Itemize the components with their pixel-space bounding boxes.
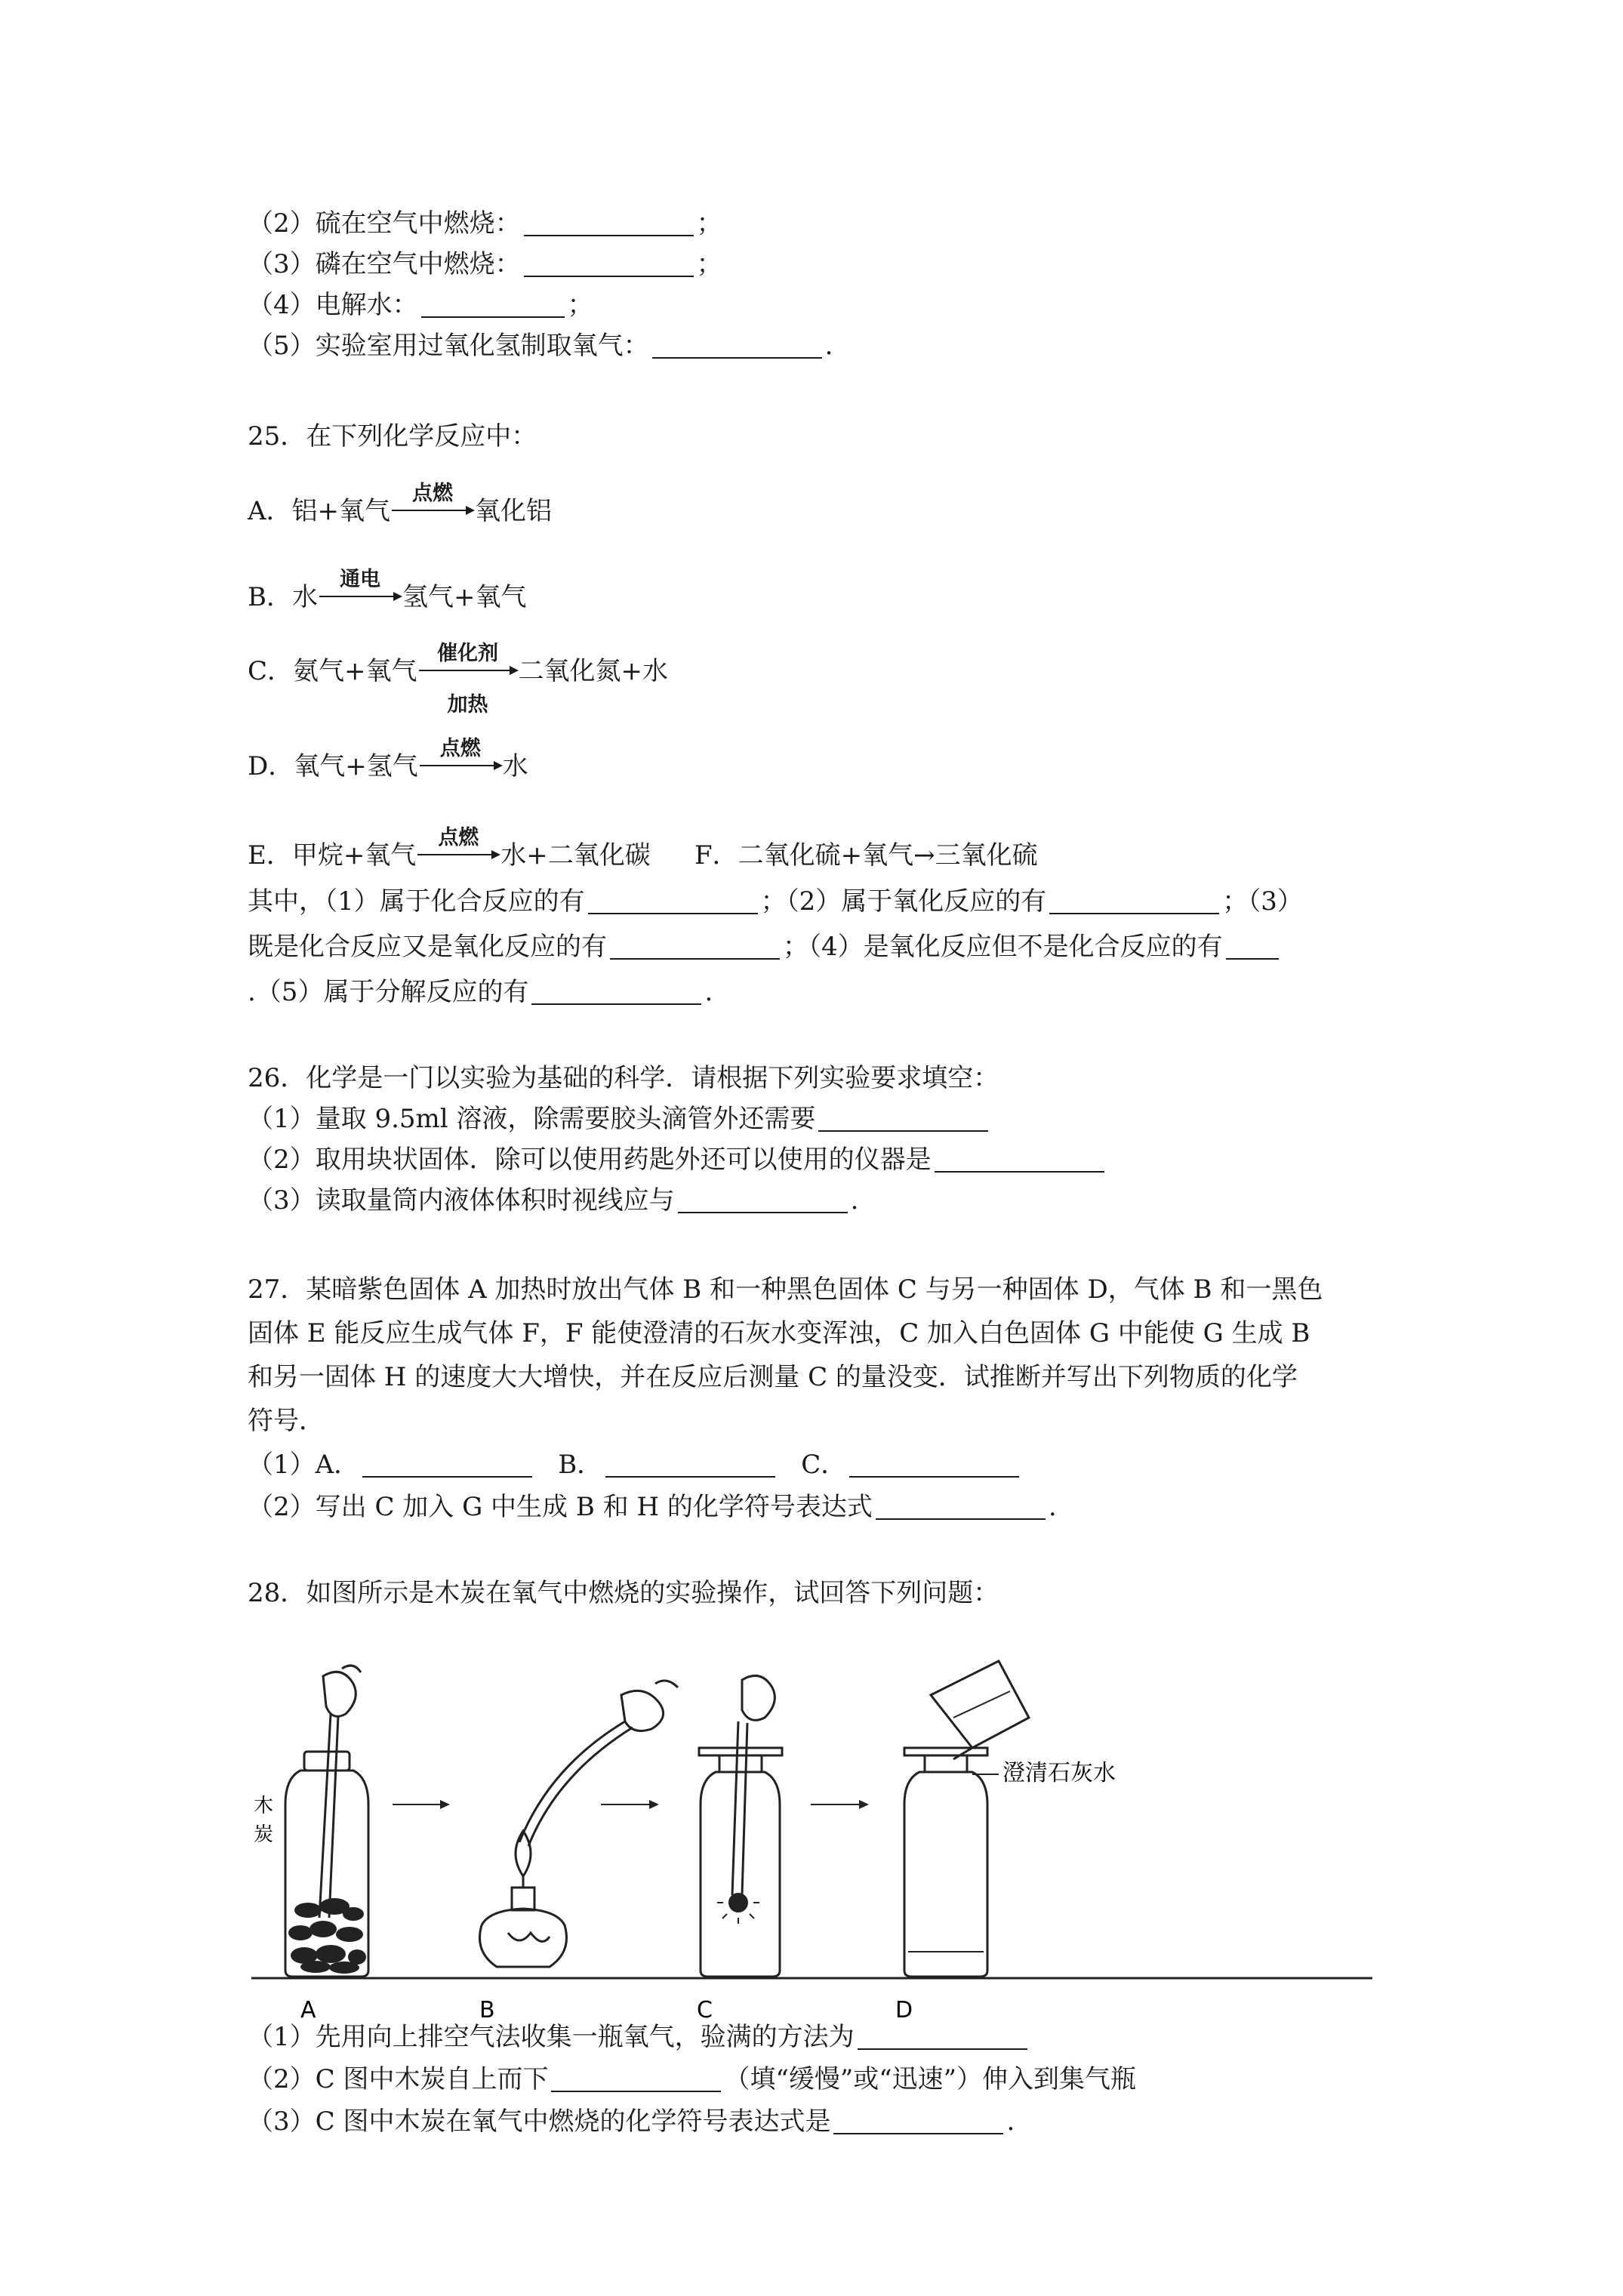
q28-item1: （1）先用向上排空气法收集一瓶氧气，验满的方法为: [248, 2019, 1030, 2055]
alcohol-lamp: [480, 1831, 567, 1967]
answer-blank[interactable]: [1226, 931, 1279, 960]
answer-blank[interactable]: [935, 1144, 1104, 1173]
q25-answer-line1: 其中，（1）属于化合反应的有 ；（2）属于氧化反应的有 ；（3）: [248, 886, 1303, 917]
arrow-b-c: [601, 1800, 659, 1809]
experiment-figure: [248, 1653, 1380, 2031]
answer-blank[interactable]: [678, 1185, 848, 1213]
answer-blank[interactable]: [652, 330, 822, 359]
q27-line2: 固体 E 能反应生成气体 F，F 能使澄清的石灰水变浑浊，C 加入白色固体 G 中能使 G 生成 B: [248, 1318, 1310, 1348]
q28-item3: （3）C 图中木炭在氧气中燃烧的化学符号表达式是 .: [248, 2106, 1015, 2137]
q24-item4: （4）电解水： ；: [248, 290, 593, 320]
figure-label-b: B: [479, 1997, 495, 2023]
tongs-a: [319, 1666, 361, 1918]
reaction-F: F．二氧化硫+氧气→三氧化硫: [694, 840, 1038, 871]
reaction-B: B．水 通电 氢气+氧气: [248, 571, 527, 624]
reaction-E: E．甲烷+氧气 点燃 水+二氧化碳: [248, 829, 651, 882]
q26-stem: 26．化学是一门以实验为基础的科学．请根据下列实验要求填空：: [248, 1063, 999, 1093]
q24-item5: （5）实验室用过氧化氢制取氧气： .: [248, 331, 833, 361]
q28-stem: 28．如图所示是木炭在氧气中燃烧的实验操作，试回答下列问题：: [248, 1578, 999, 1608]
q27-line1: 27．某暗紫色固体 A 加热时放出气体 B 和一种黑色固体 C 与另一种固体 D，气体 B 和一黑色: [248, 1274, 1323, 1305]
answer-blank[interactable]: [1049, 886, 1219, 914]
reaction-arrow: 点燃: [420, 740, 501, 793]
reaction-arrow: 催化剂 加热: [419, 645, 517, 698]
figure-label-a: A: [300, 1997, 316, 2023]
beaker: [931, 1661, 1029, 1759]
answer-blank-A[interactable]: [362, 1449, 532, 1478]
q25-stem: 25．在下列化学反应中：: [248, 421, 537, 451]
limewater-label: 澄清石灰水: [1002, 1760, 1116, 1786]
burning-charcoal: [717, 1894, 759, 1924]
q26-item3: （3）读取量筒内液体体积时视线应与 .: [248, 1185, 859, 1216]
jar-d: [904, 1748, 987, 1977]
side-label-1: 木: [254, 1795, 274, 1817]
q27-line4: 符号．: [248, 1406, 325, 1436]
q24-item2: （2）硫在空气中燃烧： ；: [248, 208, 722, 239]
side-label-2: 炭: [254, 1823, 274, 1846]
answer-blank-B[interactable]: [605, 1449, 775, 1478]
answer-blank[interactable]: [551, 2063, 721, 2092]
q27-line3: 和另一固体 H 的速度大大增快，并在反应后测量 C 的量没变．试推断并写出下列物质的化学: [248, 1362, 1298, 1392]
reaction-arrow: 点燃: [392, 485, 473, 538]
q26-item1: （1）量取 9.5ml 溶液，除需要胶头滴管外还需要: [248, 1101, 991, 1137]
answer-blank[interactable]: [876, 1491, 1046, 1520]
answer-blank[interactable]: [421, 289, 565, 318]
charcoal-pile: [288, 1898, 366, 1974]
answer-blank[interactable]: [531, 976, 701, 1005]
figure-label-c: C: [697, 1997, 713, 2023]
q28-item2: （2）C 图中木炭自上而下 （填“缓慢”或“迅速”）伸入到集气瓶: [248, 2064, 1136, 2094]
arrow-c-d: [811, 1800, 869, 1809]
tongs-b: [519, 1681, 678, 1846]
reaction-A: A．铝+氧气 点燃 氧化铝: [248, 485, 552, 538]
reaction-D: D．氧气+氢气 点燃 水: [248, 740, 528, 793]
q25-answer-line3: .（5）属于分解反应的有 .: [248, 977, 713, 1007]
figure-label-d: D: [895, 1997, 913, 2023]
answer-blank[interactable]: [858, 2021, 1027, 2050]
reaction-arrow: 点燃: [417, 829, 499, 882]
answer-blank[interactable]: [588, 886, 758, 914]
answer-blank[interactable]: [524, 208, 694, 236]
answer-blank[interactable]: [818, 1103, 988, 1132]
q27-item1: （1）A． B． C．: [248, 1447, 1022, 1483]
q25-answer-line2: 既是化合反应又是氧化反应的有 ；（4）是氧化反应但不是化合反应的有: [248, 929, 1282, 965]
answer-blank-C[interactable]: [849, 1449, 1019, 1478]
q27-item2: （2）写出 C 加入 G 中生成 B 和 H 的化学符号表达式 .: [248, 1492, 1057, 1522]
answer-blank[interactable]: [833, 2106, 1003, 2134]
answer-blank[interactable]: [524, 248, 694, 277]
q26-item2: （2）取用块状固体．除可以使用药匙外还可以使用的仪器是: [248, 1142, 1107, 1178]
jar-c: [699, 1675, 782, 1977]
arrow-a-b: [393, 1800, 450, 1809]
reaction-arrow: 通电: [319, 571, 401, 624]
q24-item3: （3）磷在空气中燃烧： ；: [248, 249, 722, 279]
reaction-C: C．氨气+氧气 催化剂 加热 二氧化氮+水: [248, 642, 669, 717]
answer-blank[interactable]: [610, 931, 780, 960]
